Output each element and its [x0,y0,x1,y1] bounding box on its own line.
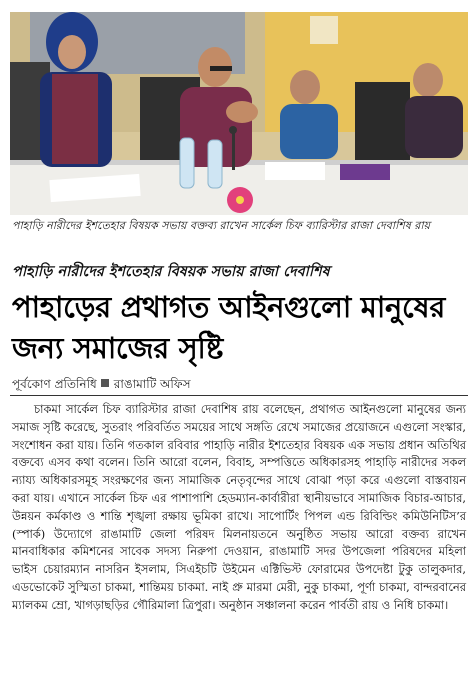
headline: পাহাড়ের প্রথাগত আইনগুলো মানুষের জন্য সমাজের সৃষ্টি [12,290,445,365]
photo-caption: পাহাড়ি নারীদের ইশতেহার বিষয়ক সভায় বক্তব্য রাখেন সার্কেল চিফ ব্যারিস্টার রাজা দেবাশিষ রায় [12,219,431,232]
section-divider [10,395,468,396]
byline-author: পূর্বকোণ প্রতিনিধি [12,377,97,391]
article-body [12,401,466,615]
square-bullet-icon [101,379,109,387]
kicker-subheadline: পাহাড়ি নারীদের ইশতেহার বিষয়ক সভায় রাজা দেবাশিষ [12,263,330,280]
byline [12,376,464,392]
news-photo [10,12,468,215]
article-paragraph: চাকমা সার্কেল চিফ ব্যারিস্টার রাজা দেবাশিষ রায় বলেছেন, প্রথাগত আইনগুলো মানুষের জন্য সমাজ সৃষ্টি করেছে, সুতরাং পরিবর্তিত সময়ের সাথে সঙ্গতি রেখে সমাজের প্রয়োজনে এগুলো সংস্কার, সংশোধন করা যায়। তিনি গতকাল রবিবার পাহাড়ি নারীর ইশতেহার বিষয়ক এক সভায় প্রধান অতিথির বক্তব্যে এসব কথা বলেন। তিনি আরো বলেন, বিবাহ, সম্পত্তিতে অধিকারসহ পাহাড়ি নারীদের সকল ন্যায্য অধিকারসমূহ সংরক্ষণের জন্য সামাজিক নেতৃবৃন্দের সাথে বোঝা পড়া করে এগুলো বাস্তবায়ন করা যায়। এখানে সার্কেল চিফ এর পাশাপাশি হেডম্যান-কার্বারীরা স্থানীয়ভাবে সামাজিক বিচার-আচার, উন্নয়ন কর্মকাণ্ড ও শান্তি শৃঙ্খলা রক্ষায় ভূমিকা রাখে। সাপোর্টিং পিপল এন্ড রিবিল্ডিং কমিউনিটিস’র (স্পার্ক) উদ্যোগে রাঙামাটি জেলা পরিষদ মিলনায়তনে অনুষ্ঠিত সভায় আরো বক্তব্য রাখেন মানবাধিকার কমিশনের সাবেক সদস্য নিরুপা দেওয়ান, রাঙামাটি সদর উপজেলা পরিষদের মহিলা ভাইস চেয়ারম্যান নাসরিন ইসলাম, সিএইচটি উইমেন এক্টিভিস্ট ফোরামের উপদেষ্টা টুকু তালুকদার, এডভোকেট সুস্মিতা চাকমা, শান্তিময় চাকমা. নাই প্রু মারমা মেরী, নুকু চাকমা, পূর্ণা চাকমা, বান্দরবানের ম্যালকম ম্রো, খাগড়াছড়ির গৌরিমালা ত্রিপুরা। অনুষ্ঠান সঞ্চালনা করেন পার্বতী রায় ও নিধি চাকমা। [12,402,466,612]
byline-office: রাঙামাটি অফিস [113,377,191,391]
